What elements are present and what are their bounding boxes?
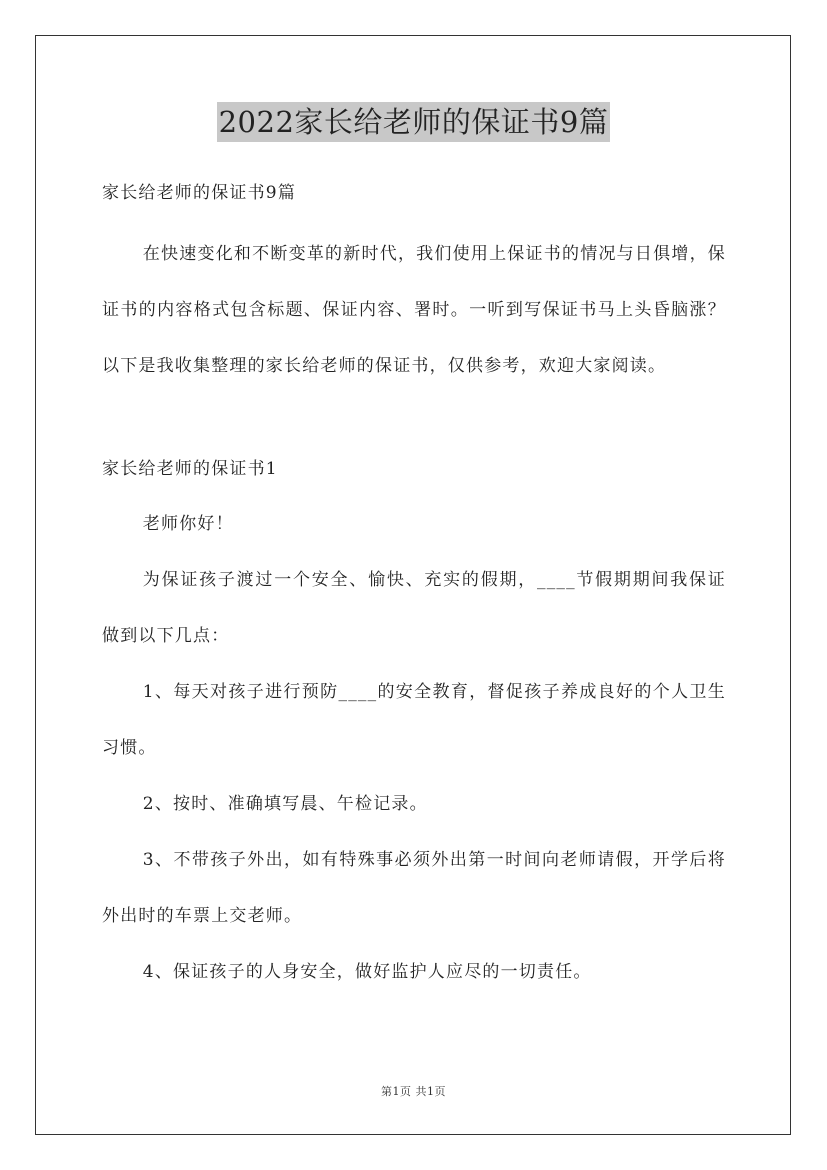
spacer [102, 394, 726, 446]
body-paragraph: 1、每天对孩子进行预防____的安全教育，督促孩子养成良好的个人卫生习惯。 [102, 682, 726, 758]
page-number: 第1页 共1页 [381, 1085, 446, 1098]
body-paragraph: 2、按时、准确填写晨、午检记录。 [142, 794, 428, 814]
document-title [0, 102, 827, 142]
body-paragraph: 为保证孩子渡过一个安全、愉快、充实的假期，____节假期期间我保证做到以下几点： [102, 570, 726, 646]
greeting-paragraph: 老师你好！ [142, 514, 234, 534]
spacer [102, 216, 726, 226]
document-subtitle: 家长给老师的保证书9篇 [102, 183, 297, 203]
intro-paragraph: 在快速变化和不断变革的新时代，我们使用上保证书的情况与日俱增，保证书的内容格式包含标题、保证内容、署时。一听到写保证书马上头昏脑涨？以下是我收集整理的家长给老师的保证书，仅供参考，欢迎大家阅读。 [102, 244, 726, 376]
section-heading: 家长给老师的保证书1 [102, 459, 278, 479]
document-body [102, 170, 726, 1000]
document-title-text: 2022家长给老师的保证书9篇 [217, 102, 611, 142]
body-paragraph: 3、不带孩子外出，如有特殊事必须外出第一时间向老师请假，开学后将外出时的车票上交老师。 [102, 850, 726, 926]
body-paragraph: 4、保证孩子的人身安全，做好监护人应尽的一切责任。 [142, 962, 592, 982]
